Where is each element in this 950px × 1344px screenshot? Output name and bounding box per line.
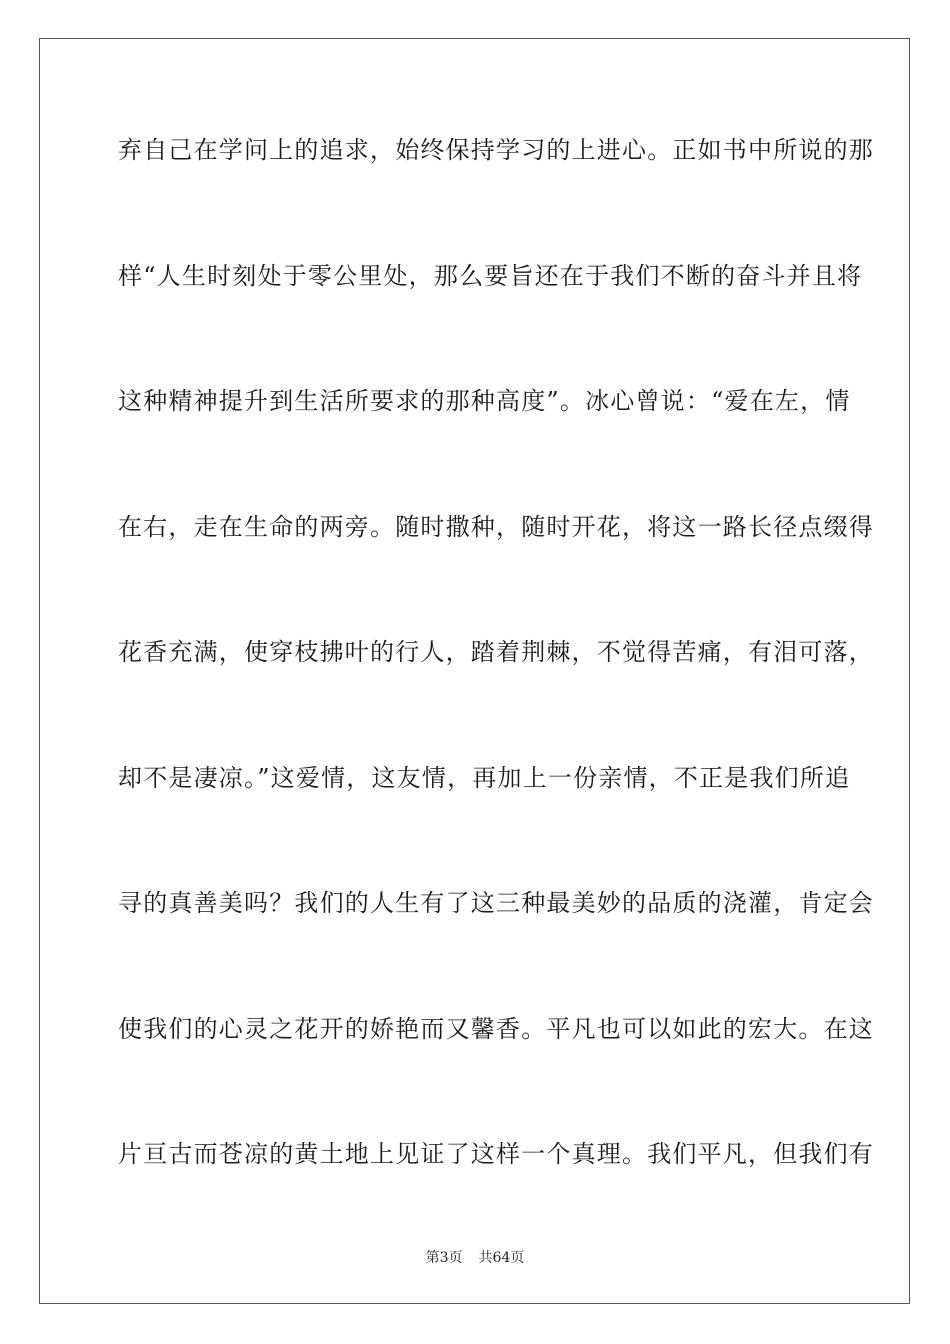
text-line-7: 寻的真善美吗？我们的人生有了这三种最美妙的品质的浇灌，肯定会	[118, 889, 874, 917]
text-line-1: 弃自己在学问上的追求，始终保持学习的上进心。正如书中所说的那	[118, 136, 874, 164]
text-line-8: 使我们的心灵之花开的娇艳而又馨香。平凡也可以如此的宏大。在这	[118, 1014, 874, 1043]
text-line-4: 在右，走在生命的两旁。随时撒种，随时开花，将这一路长径点缀得	[118, 512, 874, 541]
body-text	[118, 130, 874, 1260]
text-line-2: 样“人生时刻处于零公里处，那么要旨还在于我们不断的奋斗并且将	[118, 261, 863, 290]
page-number: 第3页	[425, 1250, 463, 1266]
text-line-5: 花香充满，使穿枝拂叶的行人，踏着荆棘，不觉得苦痛，有泪可落，	[118, 638, 874, 666]
page-total: 共64页	[478, 1250, 525, 1266]
text-line-3: 这种精神提升到生活所要求的那种高度”。冰心曾说：“爱在左，情	[118, 387, 851, 415]
text-line-6: 却不是凄凉。”这爱情，这友情，再加上一份亲情，不正是我们所追	[118, 763, 851, 792]
page-footer	[0, 1247, 950, 1267]
text-line-9: 片亘古而苍凉的黄土地上见证了这样一个真理。我们平凡，但我们有	[118, 1140, 874, 1168]
